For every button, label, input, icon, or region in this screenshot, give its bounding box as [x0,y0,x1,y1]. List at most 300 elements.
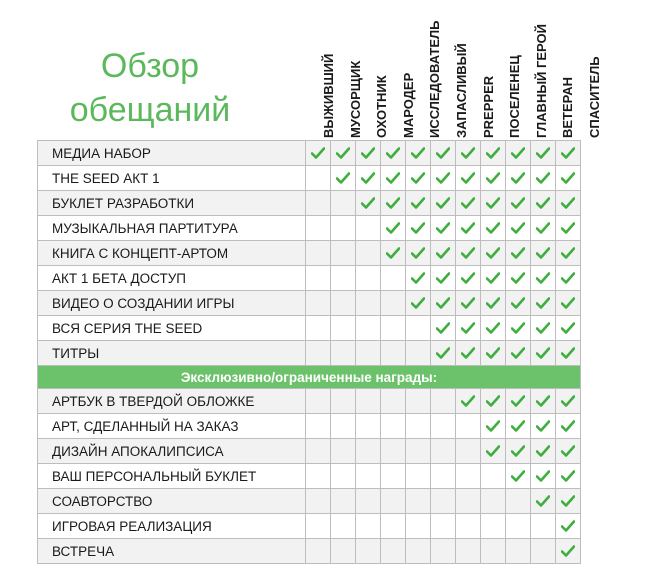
check-cell [431,316,456,341]
check-icon [411,169,425,186]
check-cell [431,341,456,366]
column-header-label: ВЕТЕРАН [560,77,576,138]
check-icon [536,144,550,161]
column-header [398,0,424,138]
check-icon [536,244,550,261]
check-cell [331,141,356,166]
check-cell [531,241,556,266]
check-cell [406,291,431,316]
empty-cell [406,316,431,341]
row-label: МЕДИА НАБОР [38,141,306,166]
check-cell [506,291,531,316]
empty-cell [406,341,431,366]
check-icon [561,144,575,161]
check-cell [481,241,506,266]
table-row [38,514,581,539]
check-cell [456,241,481,266]
check-cell [556,539,581,564]
column-header [451,0,477,138]
empty-cell [406,389,431,414]
empty-cell [306,514,331,539]
table-row [38,291,581,316]
row-label: АКТ 1 БЕТА ДОСТУП [38,266,306,291]
empty-cell [306,166,331,191]
check-cell [431,291,456,316]
check-icon [486,194,500,211]
check-cell [506,389,531,414]
check-icon [461,319,475,336]
check-icon [561,294,575,311]
check-cell [381,191,406,216]
empty-cell [306,389,331,414]
check-icon [561,417,575,434]
check-icon [486,169,500,186]
check-icon [411,144,425,161]
check-cell [556,191,581,216]
check-icon [561,219,575,236]
empty-cell [331,266,356,291]
empty-cell [306,241,331,266]
empty-cell [306,414,331,439]
table-row [38,389,581,414]
empty-cell [506,489,531,514]
empty-cell [506,514,531,539]
check-icon [486,344,500,361]
check-cell [556,514,581,539]
row-label: СОАВТОРСТВО [38,489,306,514]
empty-cell [356,316,381,341]
check-cell [506,464,531,489]
check-icon [486,294,500,311]
empty-cell [306,439,331,464]
empty-cell [331,316,356,341]
check-cell [556,439,581,464]
check-icon [536,392,550,409]
empty-cell [481,489,506,514]
check-cell [506,241,531,266]
check-icon [486,244,500,261]
empty-cell [331,539,356,564]
empty-cell [431,514,456,539]
column-header-label: СПАСИТЕЛЬ [587,56,602,138]
check-icon [561,517,575,534]
check-icon [561,269,575,286]
check-icon [511,194,525,211]
column-header-label: МУСОРЩИК [347,60,363,138]
section-label: Эксклюзивно/ограниченные награды: [38,366,581,389]
empty-cell [381,414,406,439]
empty-cell [306,191,331,216]
check-icon [361,194,375,211]
check-icon [511,319,525,336]
check-cell [481,439,506,464]
empty-cell [306,341,331,366]
empty-cell [456,439,481,464]
check-cell [506,216,531,241]
check-cell [556,414,581,439]
empty-cell [306,489,331,514]
pledge-table [37,140,581,564]
column-header-label: ИССЛЕДОВАТЕЛЬ [427,20,443,138]
row-label: ИГРОВАЯ РЕАЛИЗАЦИЯ [38,514,306,539]
empty-cell [331,216,356,241]
row-label: МУЗЫКАЛЬНАЯ ПАРТИТУРА [38,216,306,241]
check-cell [556,341,581,366]
check-cell [481,191,506,216]
check-cell [481,266,506,291]
check-cell [431,166,456,191]
check-icon [511,244,525,261]
check-icon [311,144,325,161]
empty-cell [481,464,506,489]
check-icon [461,344,475,361]
check-cell [531,191,556,216]
check-icon [436,294,450,311]
check-icon [436,219,450,236]
check-cell [531,316,556,341]
check-icon [436,244,450,261]
check-icon [436,194,450,211]
empty-cell [356,414,381,439]
check-cell [531,291,556,316]
empty-cell [356,489,381,514]
empty-cell [331,341,356,366]
check-cell [556,241,581,266]
check-cell [356,191,381,216]
check-cell [456,389,481,414]
check-icon [336,169,350,186]
check-cell [456,216,481,241]
column-header [584,0,610,138]
empty-cell [306,291,331,316]
check-icon [536,269,550,286]
column-header [424,0,450,138]
empty-cell [456,464,481,489]
check-icon [511,169,525,186]
check-icon [436,269,450,286]
empty-cell [356,514,381,539]
check-icon [386,169,400,186]
empty-cell [381,291,406,316]
empty-cell [356,439,381,464]
column-header-label: ВЫЖИВШИЙ [321,53,336,138]
check-icon [461,294,475,311]
check-cell [406,266,431,291]
check-cell [431,191,456,216]
row-label: КНИГА С КОНЦЕПТ-АРТОМ [38,241,306,266]
empty-cell [431,389,456,414]
check-cell [506,414,531,439]
empty-cell [381,514,406,539]
check-icon [536,492,550,509]
empty-cell [481,514,506,539]
empty-cell [406,489,431,514]
table-row [38,166,581,191]
row-label: ТИТРЫ [38,341,306,366]
check-cell [506,266,531,291]
column-header-label: МАРОДЕР [400,72,416,138]
check-icon [511,392,525,409]
check-cell [456,166,481,191]
check-icon [561,194,575,211]
check-icon [561,169,575,186]
check-cell [456,341,481,366]
check-cell [556,389,581,414]
check-icon [486,219,500,236]
check-icon [561,244,575,261]
title-line-2: обещаний [69,91,231,129]
table-row [38,464,581,489]
check-cell [456,141,481,166]
check-cell [506,191,531,216]
check-icon [486,392,500,409]
empty-cell [456,539,481,564]
row-label: АРТ, СДЕЛАННЫЙ НА ЗАКАЗ [38,414,306,439]
empty-cell [506,539,531,564]
check-cell [556,489,581,514]
check-cell [481,389,506,414]
check-cell [531,464,556,489]
empty-cell [356,389,381,414]
empty-cell [331,191,356,216]
empty-cell [331,291,356,316]
empty-cell [356,341,381,366]
check-cell [506,141,531,166]
table-row [38,414,581,439]
empty-cell [381,489,406,514]
check-icon [411,194,425,211]
empty-cell [406,539,431,564]
check-cell [531,439,556,464]
check-icon [361,169,375,186]
check-cell [381,166,406,191]
empty-cell [381,266,406,291]
check-cell [506,316,531,341]
check-icon [411,294,425,311]
check-icon [536,442,550,459]
check-icon [486,269,500,286]
empty-cell [406,464,431,489]
check-cell [481,216,506,241]
column-header [371,0,397,138]
check-cell [381,241,406,266]
check-cell [406,216,431,241]
check-icon [386,194,400,211]
check-icon [336,144,350,161]
empty-cell [381,439,406,464]
table-row [38,216,581,241]
check-cell [331,166,356,191]
row-label: ВСТРЕЧА [38,539,306,564]
check-icon [386,244,400,261]
empty-cell [481,539,506,564]
empty-cell [331,241,356,266]
empty-cell [331,414,356,439]
check-cell [481,291,506,316]
row-label: БУКЛЕТ РАЗРАБОТКИ [38,191,306,216]
check-cell [481,414,506,439]
check-cell [406,241,431,266]
check-cell [356,141,381,166]
check-icon [561,319,575,336]
check-icon [536,294,550,311]
check-cell [456,191,481,216]
table-row [38,266,581,291]
check-icon [561,344,575,361]
check-icon [436,344,450,361]
empty-cell [381,539,406,564]
check-cell [431,266,456,291]
check-icon [411,244,425,261]
check-cell [531,216,556,241]
column-header-label: ГЛАВНЫЙ ГЕРОЙ [533,23,549,138]
check-icon [561,467,575,484]
column-header [557,0,583,138]
empty-cell [381,389,406,414]
empty-cell [431,539,456,564]
empty-cell [381,464,406,489]
check-icon [486,442,500,459]
check-icon [511,467,525,484]
table-row [38,191,581,216]
check-icon [436,144,450,161]
check-icon [511,144,525,161]
empty-cell [356,464,381,489]
check-icon [461,269,475,286]
check-icon [361,144,375,161]
check-icon [561,392,575,409]
table-row [38,316,581,341]
empty-cell [331,439,356,464]
check-icon [386,144,400,161]
check-cell [306,141,331,166]
check-icon [461,144,475,161]
check-cell [481,166,506,191]
check-cell [406,166,431,191]
check-icon [461,194,475,211]
check-icon [411,269,425,286]
check-icon [486,319,500,336]
empty-cell [406,439,431,464]
check-cell [556,464,581,489]
check-cell [531,166,556,191]
empty-cell [306,266,331,291]
check-cell [481,341,506,366]
table-row [38,341,581,366]
column-header-label: ЗАПАСЛИВЫЙ [454,43,469,138]
empty-cell [381,316,406,341]
table-row [38,439,581,464]
check-cell [431,241,456,266]
check-cell [506,341,531,366]
check-icon [511,219,525,236]
empty-cell [356,539,381,564]
check-cell [556,216,581,241]
check-cell [531,414,556,439]
check-icon [536,169,550,186]
check-icon [461,169,475,186]
check-icon [561,492,575,509]
check-cell [506,166,531,191]
empty-cell [356,241,381,266]
empty-cell [306,539,331,564]
check-icon [536,194,550,211]
check-cell [556,316,581,341]
title-line-1: Обзор [100,47,200,85]
check-icon [536,417,550,434]
empty-cell [381,341,406,366]
empty-cell [456,489,481,514]
row-label: ВСЯ СЕРИЯ THE SEED [38,316,306,341]
empty-cell [531,514,556,539]
empty-cell [306,464,331,489]
check-icon [536,319,550,336]
empty-cell [356,266,381,291]
check-cell [356,166,381,191]
column-header [478,0,504,138]
column-header [318,0,344,138]
check-cell [381,141,406,166]
empty-cell [456,414,481,439]
check-cell [556,141,581,166]
empty-cell [356,291,381,316]
check-cell [406,141,431,166]
empty-cell [331,464,356,489]
empty-cell [431,414,456,439]
empty-cell [306,216,331,241]
check-icon [511,294,525,311]
column-header-label: ПОСЕЛЕНЕЦ [507,55,523,138]
row-label: ВИДЕО О СОЗДАНИИ ИГРЫ [38,291,306,316]
check-icon [561,542,575,559]
check-icon [536,344,550,361]
check-icon [511,442,525,459]
check-cell [531,489,556,514]
check-cell [381,216,406,241]
empty-cell [431,489,456,514]
column-header [504,0,530,138]
check-cell [481,316,506,341]
check-cell [431,216,456,241]
empty-cell [306,316,331,341]
column-header [531,0,557,138]
check-cell [531,341,556,366]
empty-cell [331,389,356,414]
empty-cell [431,464,456,489]
check-cell [406,191,431,216]
row-label: THE SEED АКТ 1 [38,166,306,191]
row-label: АРТБУК В ТВЕРДОЙ ОБЛОЖКЕ [38,389,306,414]
check-icon [486,144,500,161]
table-row [38,141,581,166]
empty-cell [406,414,431,439]
table-row [38,539,581,564]
check-cell [531,389,556,414]
row-label: ДИЗАЙН АПОКАЛИПСИСА [38,439,306,464]
check-icon [536,467,550,484]
check-icon [461,244,475,261]
check-icon [511,269,525,286]
check-icon [561,442,575,459]
empty-cell [356,216,381,241]
empty-cell [431,439,456,464]
section-header [38,366,581,389]
empty-cell [406,514,431,539]
table-row [38,241,581,266]
check-icon [386,219,400,236]
row-label: ВАШ ПЕРСОНАЛЬНЫЙ БУКЛЕТ [38,464,306,489]
column-header-label: ОХОТНИК [374,75,390,138]
